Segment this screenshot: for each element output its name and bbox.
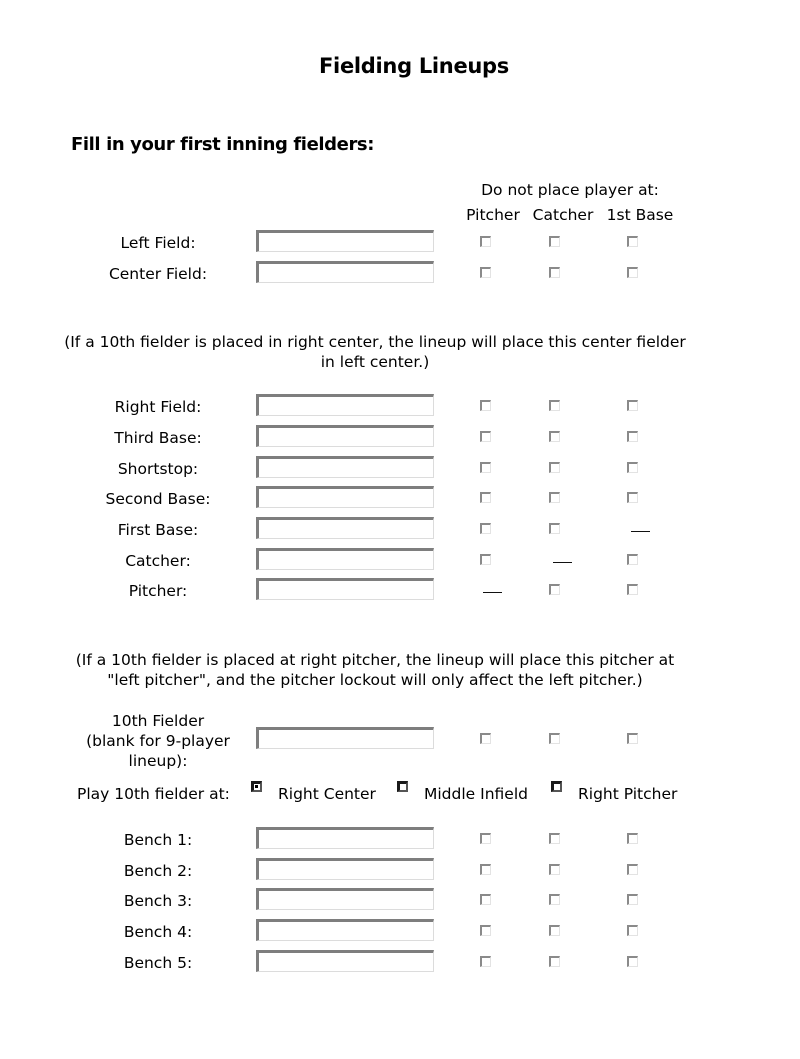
row-bench-2-exclude-first-base-checkbox[interactable] [627, 864, 638, 875]
row-third-base-input[interactable] [256, 425, 434, 447]
radio-right-pitcher[interactable] [551, 781, 562, 792]
row-right-field-label: Right Field: [114, 398, 202, 416]
row-tenth-fielder-exclude-pitcher-checkbox[interactable] [480, 733, 491, 744]
row-first-base-exclude-catcher-checkbox[interactable] [549, 523, 560, 534]
row-first-base-exclude-pitcher-checkbox[interactable] [480, 523, 491, 534]
row-bench-2-label: Bench 2: [123, 862, 193, 880]
row-bench-5-exclude-pitcher-checkbox[interactable] [480, 956, 491, 967]
column-group-header: Do not place player at: [481, 181, 659, 199]
row-center-field-label: Center Field: [108, 265, 208, 283]
radio-label-right-center[interactable]: Right Center [278, 785, 376, 803]
row-tenth-fielder-input[interactable] [256, 727, 434, 749]
row-left-field-exclude-pitcher-checkbox[interactable] [480, 236, 491, 247]
row-catcher-exclude-pitcher-checkbox[interactable] [480, 554, 491, 565]
radio-label-right-pitcher[interactable]: Right Pitcher [578, 785, 678, 803]
row-pitcher-exclude-first-base-checkbox[interactable] [627, 584, 638, 595]
row-shortstop-exclude-first-base-checkbox[interactable] [627, 462, 638, 473]
row-second-base-exclude-catcher-checkbox[interactable] [549, 492, 560, 503]
row-second-base-exclude-first-base-checkbox[interactable] [627, 492, 638, 503]
row-bench-2-input[interactable] [256, 858, 434, 880]
note-line: (If a 10th fielder is placed at right pitcher, the lineup will place this pitcher at [75, 651, 675, 669]
row-catcher-catcher-unavailable [553, 562, 572, 563]
row-right-field-exclude-catcher-checkbox[interactable] [549, 400, 560, 411]
row-tenth-fielder-exclude-first-base-checkbox[interactable] [627, 733, 638, 744]
row-center-field-exclude-catcher-checkbox[interactable] [549, 267, 560, 278]
row-pitcher-label: Pitcher: [128, 582, 188, 600]
note-pitcher [60, 650, 690, 690]
row-left-field-input[interactable] [256, 230, 434, 252]
row-pitcher-exclude-catcher-checkbox[interactable] [549, 584, 560, 595]
row-bench-1-input[interactable] [256, 827, 434, 849]
page-title: Fielding Lineups [319, 54, 509, 78]
row-third-base-label: Third Base: [114, 429, 202, 447]
row-second-base-label: Second Base: [105, 490, 211, 508]
column-header-first-base: 1st Base [606, 206, 674, 224]
radio-middle-infield[interactable] [397, 781, 408, 792]
row-bench-3-exclude-catcher-checkbox[interactable] [549, 894, 560, 905]
row-right-field-exclude-first-base-checkbox[interactable] [627, 400, 638, 411]
row-shortstop-input[interactable] [256, 456, 434, 478]
row-right-field-exclude-pitcher-checkbox[interactable] [480, 400, 491, 411]
label-line: (blank for 9-player [86, 732, 230, 750]
row-third-base-exclude-pitcher-checkbox[interactable] [480, 431, 491, 442]
row-third-base-exclude-catcher-checkbox[interactable] [549, 431, 560, 442]
row-left-field-label: Left Field: [120, 234, 196, 252]
row-left-field-exclude-first-base-checkbox[interactable] [627, 236, 638, 247]
row-pitcher-pitcher-unavailable [483, 592, 502, 593]
row-left-field-exclude-catcher-checkbox[interactable] [549, 236, 560, 247]
row-bench-1-label: Bench 1: [123, 831, 193, 849]
row-bench-3-exclude-pitcher-checkbox[interactable] [480, 894, 491, 905]
row-shortstop-exclude-catcher-checkbox[interactable] [549, 462, 560, 473]
note-line: in left center.) [320, 353, 430, 371]
row-bench-2-exclude-catcher-checkbox[interactable] [549, 864, 560, 875]
row-first-base-input[interactable] [256, 517, 434, 539]
row-tenth-fielder-exclude-catcher-checkbox[interactable] [549, 733, 560, 744]
row-bench-1-exclude-first-base-checkbox[interactable] [627, 833, 638, 844]
row-bench-2-exclude-pitcher-checkbox[interactable] [480, 864, 491, 875]
row-bench-4-exclude-pitcher-checkbox[interactable] [480, 925, 491, 936]
row-center-field-input[interactable] [256, 261, 434, 283]
row-first-base-first-base-unavailable [631, 531, 650, 532]
row-shortstop-label: Shortstop: [117, 460, 199, 478]
tenth-fielder-label [68, 711, 248, 771]
row-second-base-exclude-pitcher-checkbox[interactable] [480, 492, 491, 503]
row-pitcher-input[interactable] [256, 578, 434, 600]
label-line: lineup): [128, 752, 188, 770]
row-third-base-exclude-first-base-checkbox[interactable] [627, 431, 638, 442]
note-line: (If a 10th fielder is placed in right center, the lineup will place this center fielder [64, 333, 686, 351]
row-catcher-input[interactable] [256, 548, 434, 570]
row-center-field-exclude-pitcher-checkbox[interactable] [480, 267, 491, 278]
row-bench-3-exclude-first-base-checkbox[interactable] [627, 894, 638, 905]
row-bench-5-exclude-catcher-checkbox[interactable] [549, 956, 560, 967]
play-tenth-label: Play 10th fielder at: [77, 785, 230, 803]
row-bench-5-input[interactable] [256, 950, 434, 972]
row-bench-1-exclude-pitcher-checkbox[interactable] [480, 833, 491, 844]
radio-label-middle-infield[interactable]: Middle Infield [424, 785, 528, 803]
row-first-base-label: First Base: [117, 521, 199, 539]
row-right-field-input[interactable] [256, 394, 434, 416]
row-catcher-label: Catcher: [125, 552, 191, 570]
note-line: "left pitcher", and the pitcher lockout will only affect the left pitcher.) [107, 671, 643, 689]
row-bench-1-exclude-catcher-checkbox[interactable] [549, 833, 560, 844]
column-header-catcher: Catcher [532, 206, 594, 224]
note-center-field [60, 332, 690, 372]
row-bench-4-label: Bench 4: [123, 923, 193, 941]
row-bench-5-label: Bench 5: [123, 954, 193, 972]
row-catcher-exclude-first-base-checkbox[interactable] [627, 554, 638, 565]
row-shortstop-exclude-pitcher-checkbox[interactable] [480, 462, 491, 473]
row-bench-3-input[interactable] [256, 888, 434, 910]
row-second-base-input[interactable] [256, 486, 434, 508]
radio-right-center[interactable] [251, 781, 262, 792]
section-heading: Fill in your first inning fielders: [71, 134, 375, 155]
row-center-field-exclude-first-base-checkbox[interactable] [627, 267, 638, 278]
row-bench-5-exclude-first-base-checkbox[interactable] [627, 956, 638, 967]
column-header-pitcher: Pitcher [466, 206, 520, 224]
row-bench-4-exclude-first-base-checkbox[interactable] [627, 925, 638, 936]
row-bench-4-exclude-catcher-checkbox[interactable] [549, 925, 560, 936]
row-bench-3-label: Bench 3: [123, 892, 193, 910]
label-line: 10th Fielder [111, 712, 205, 730]
row-bench-4-input[interactable] [256, 919, 434, 941]
